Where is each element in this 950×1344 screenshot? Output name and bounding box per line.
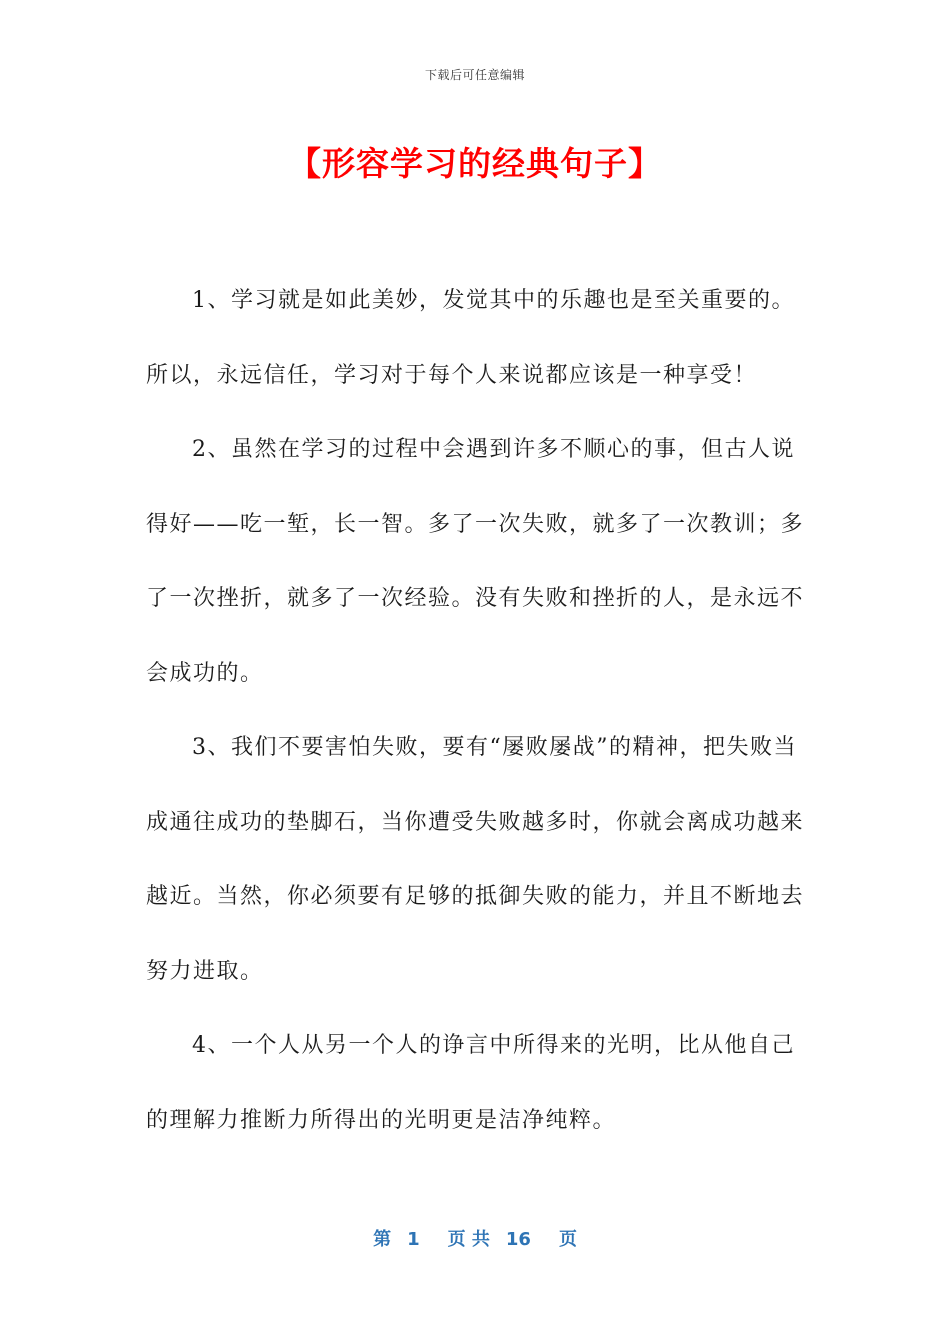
paragraph-2: 2、虽然在学习的过程中会遇到许多不顺心的事，但古人说得好——吃一堑，长一智。多了一次失败，就多了一次教训；多了一次挫折，就多了一次经验。没有失败和挫折的人，是永远不会成功的。 (146, 437, 805, 686)
document-body (146, 264, 806, 1158)
page-footer (0, 1225, 950, 1251)
paragraph-1: 1、学习就是如此美妙，发觉其中的乐趣也是至关重要的。所以，永远信任，学习对于每个人来说都应该是一种享受！ (146, 288, 795, 388)
footer-middle: 页 共 (447, 1229, 490, 1250)
document-title: 【形容学习的经典句子】 (288, 144, 662, 183)
paragraph-3: 3、我们不要害怕失败，要有“屡败屡战”的精神，把失败当成通往成功的垫脚石，当你遭受失败越多时，你就会离成功越来越近。当然，你必须要有足够的抵御失败的能力，并且不断地去努力进取。 (146, 735, 805, 984)
footer-prefix: 第 (373, 1229, 392, 1250)
footer-suffix: 页 (558, 1229, 577, 1250)
total-pages-number: 16 (505, 1229, 531, 1250)
header-note: 下载后可任意编辑 (424, 68, 525, 82)
paragraph-4: 4、一个人从另一个人的诤言中所得来的光明，比从他自己的理解力推断力所得出的光明更是洁净纯粹。 (146, 1033, 795, 1133)
current-page-number: 1 (407, 1229, 420, 1250)
